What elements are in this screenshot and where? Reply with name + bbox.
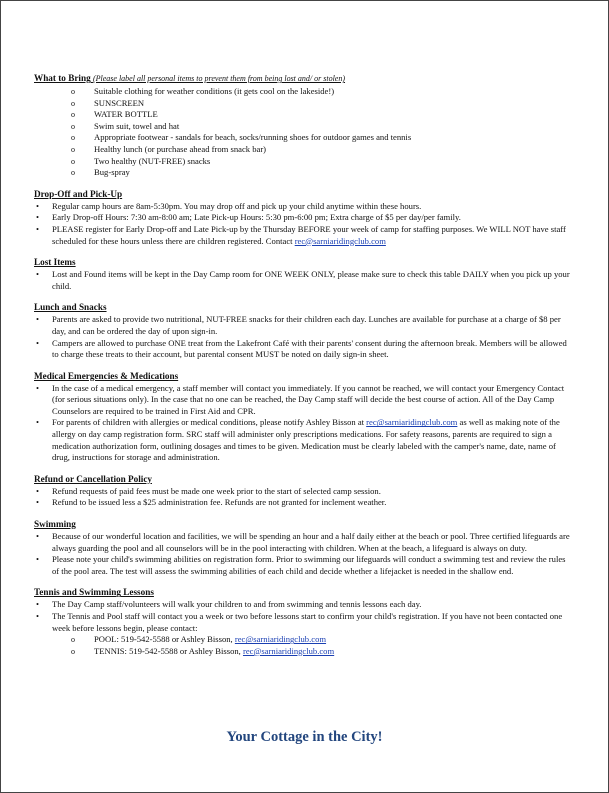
lunch-title: Lunch and Snacks	[34, 302, 107, 313]
list-item: o Suitable clothing for weather conditions (it gets cool on the lakeside!)	[34, 86, 574, 98]
list-item: • Refund requests of paid fees must be made one week prior to the start of selected camp session.	[34, 486, 574, 498]
lunch-list	[34, 314, 574, 360]
list-item: • Regular camp hours are 8am-5:30pm. You may drop off and pick up your child anytime within these hours.	[34, 201, 574, 213]
refund-title: Refund or Cancellation Policy	[34, 473, 152, 484]
list-item: • Because of our wonderful location and facilities, we will be spending an hour and a half daily either at the beach or pool. Three certified lifeguards are always guarding the pool and all counselors will be in the pool interacting with children. When at the beach, a lifeguard is always on duty.	[34, 531, 574, 554]
item-text: TENNIS: 519-542-5588 or Ashley Bisson,	[94, 645, 243, 656]
list-item: • Please note your child's swimming abilities on registration form. Prior to swimming our lifeguards will conduct a swimming test and review the rules of the pool area. The test will assess the swimming abilities of each child and decide whether a lifejacket is needed in the shallow end.	[34, 554, 574, 577]
list-item: • The Tennis and Pool staff will contact you a week or two before lessons start to confirm your child's registration. If you have not been contacted one week before lessons begin, please contact:	[34, 611, 574, 634]
list-item: • Campers are allowed to purchase ONE treat from the Lakefront Café with their parents' consent during the afternoon break. Members will be allowed to charge these treats to their account, but parental consent MUST be noted on daily sign-in sheet.	[34, 338, 574, 361]
what-to-bring-title: What to Bring	[34, 73, 91, 83]
email-link[interactable]: rec@sarniaridingclub.com	[234, 634, 327, 645]
lost-items-title: Lost Items	[34, 257, 76, 268]
list-item: o WATER BOTTLE	[34, 109, 574, 121]
item-text: For parents of children with allergies or medical conditions, please notify Ashley Bisson at	[52, 417, 367, 428]
list-item: o Swim suit, towel and hat	[34, 121, 574, 133]
list-item: • The Day Camp staff/volunteers will walk your children to and from swimming and tennis lessons each day.	[34, 599, 574, 611]
what-to-bring-note: (Please label all personal items to prevent them from being lost and/ or stolen)	[92, 74, 346, 83]
what-to-bring-list	[34, 86, 574, 179]
tagline: Your Cottage in the City!	[226, 729, 383, 745]
swimming-list	[34, 531, 574, 577]
item-text: POOL: 519-542-5588 or Ashley Bisson,	[94, 634, 235, 645]
list-item: o Appropriate footwear - sandals for beach, socks/running shoes for outdoor games and tennis	[34, 132, 574, 144]
item-text: PLEASE register for Early Drop-off and Late Pick-up by the Thursday BEFORE your week of camp for staffing purposes. We WILL NOT have staff scheduled for these hours unless there are children registered. Contact	[52, 223, 566, 246]
list-item	[34, 646, 574, 658]
list-item: o Two healthy (NUT-FREE) snacks	[34, 156, 574, 168]
tennis-list	[34, 599, 574, 657]
list-item: • Lost and Found items will be kept in the Day Camp room for ONE WEEK ONLY, please make sure to check this table DAILY when you pick up your child.	[34, 269, 574, 292]
list-item: • In the case of a medical emergency, a staff member will contact you immediately. If you cannot be reached, we will contact your Emergency Contact (for serious situations only). In the case that no one can be reached, the Day Camp staff will decide the best course of action. All of the Day Camp Counselors are required to be trained in First Aid and CPR.	[34, 383, 574, 418]
dropoff-list	[34, 201, 574, 247]
list-item: o Bug-spray	[34, 167, 574, 179]
list-item: • Early Drop-off Hours: 7:30 am-8:00 am; Late Pick-up Hours: 5:30 pm-6:00 pm; Extra charge of $5 per day/per family.	[34, 212, 574, 224]
swimming-title: Swimming	[34, 519, 76, 530]
list-item: • Refund to be issued less a $25 administration fee. Refunds are not granted for inclement weather.	[34, 497, 574, 509]
list-item	[34, 417, 574, 463]
list-item: o SUNSCREEN	[34, 98, 574, 110]
medical-list	[34, 383, 574, 464]
document-body	[34, 72, 574, 657]
list-item: • Parents are asked to provide two nutritional, NUT-FREE snacks for their children each day. Lunches are available for purchase at a charge of $8 per day, and can be ordered the day of upon sign-in.	[34, 314, 574, 337]
list-item	[34, 634, 574, 646]
section-what-to-bring	[34, 72, 574, 85]
list-item	[34, 224, 574, 247]
lost-items-list	[34, 269, 574, 292]
dropoff-title: Drop-Off and Pick-Up	[34, 188, 123, 199]
medical-title: Medical Emergencies & Medications	[34, 370, 179, 381]
email-link[interactable]: rec@sarniaridingclub.com	[366, 417, 458, 428]
list-item: o Healthy lunch (or purchase ahead from snack bar)	[34, 144, 574, 156]
item-text: as well as making note of the allergy on day camp registration form. SRC staff will administer only prescriptions medications. For safety reasons, parents are required to sign a medication authorization form, outlining dosages and times to be given. Medication must be clearly labeled with the camper's name, date, name of drug, instructions for storage and administration.	[52, 417, 560, 463]
refund-list	[34, 486, 574, 509]
email-link[interactable]: rec@sarniaridingclub.com	[294, 235, 386, 246]
tennis-title: Tennis and Swimming Lessons	[34, 587, 154, 598]
email-link[interactable]: rec@sarniaridingclub.com	[242, 645, 335, 656]
